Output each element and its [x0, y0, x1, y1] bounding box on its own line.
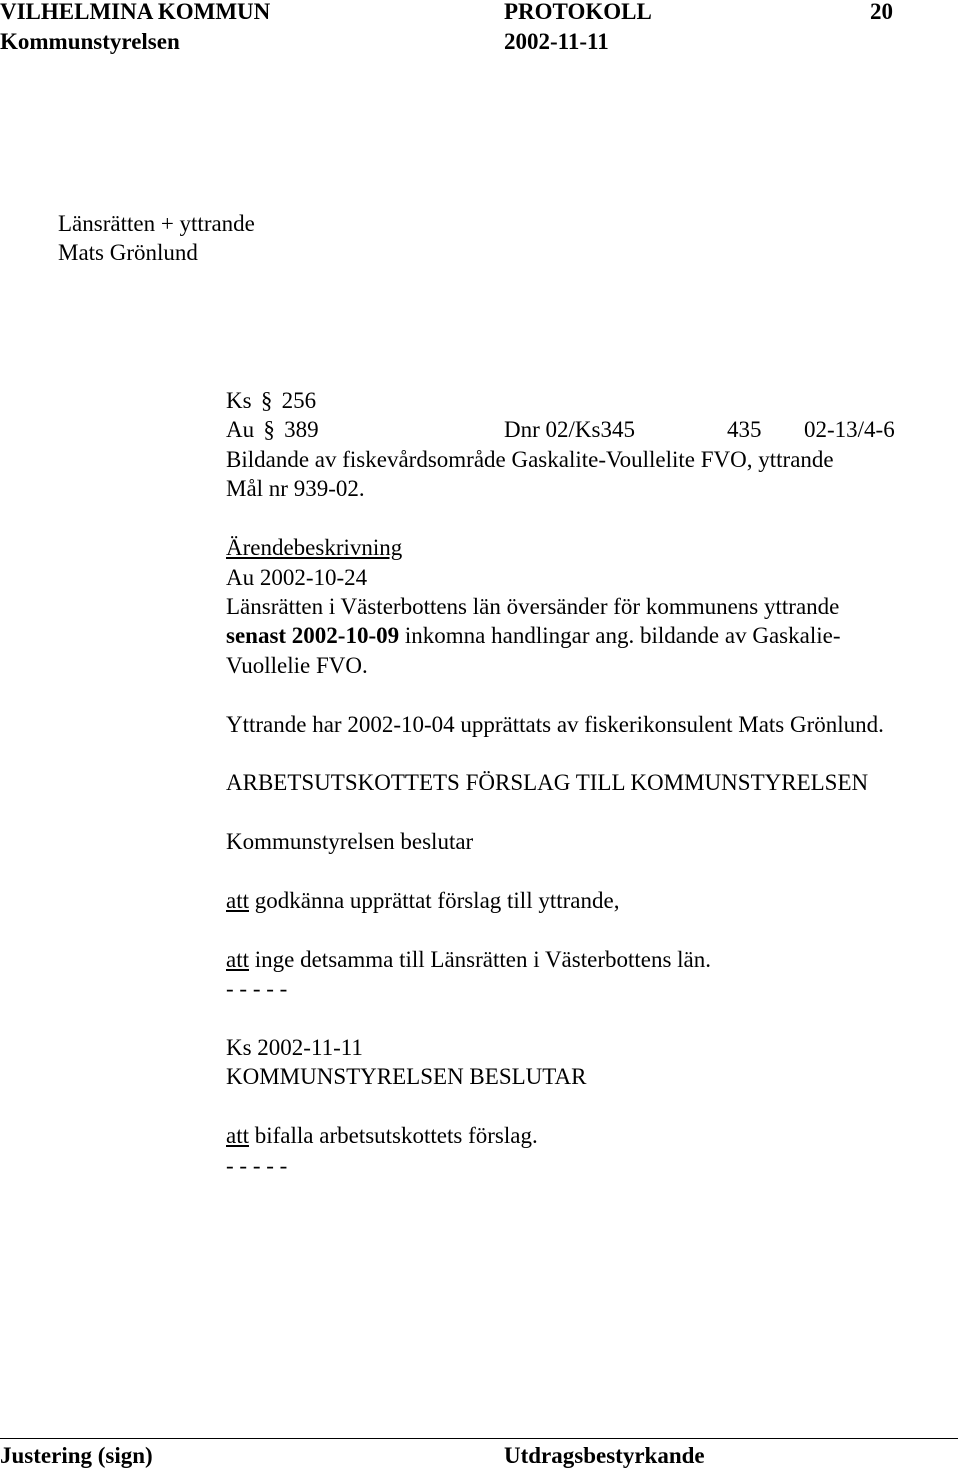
proposal-dashes: - - - - - [226, 976, 288, 1001]
description-p1-line1: Länsrätten i Västerbottens län översänder för kommunens yttrande [226, 594, 840, 619]
description-p1-line2-rest: inkomna handlingar ang. bildande av Gaskalie- [399, 623, 841, 648]
case-au-number: 389 [284, 417, 319, 442]
decision-item [226, 1121, 538, 1150]
footer-justering: Justering (sign) [0, 1443, 153, 1468]
case-title: Bildande av fiskevårdsområde Gaskalite-Voullelite FVO, yttrande [226, 447, 834, 472]
distribution-line-2: Mats Grönlund [58, 240, 198, 265]
proposal-item-2-text: inge detsamma till Länsrätten i Västerbottens län. [249, 947, 712, 972]
case-code: 435 [727, 417, 762, 442]
case-au-line [226, 415, 319, 444]
decision-item-text: bifalla arbetsutskottets förslag. [249, 1123, 538, 1148]
case-ks-label: Ks [226, 388, 252, 413]
section-sign-icon: § [263, 417, 275, 442]
case-dnr: Dnr 02/Ks345 [504, 417, 635, 442]
case-mal: Mål nr 939-02. [226, 476, 365, 501]
description-p2: Yttrande har 2002-10-04 upprättats av fiskerikonsulent Mats Grönlund. [226, 712, 884, 737]
section-sign-icon: § [260, 388, 273, 413]
proposal-heading: ARBETSUTSKOTTETS FÖRSLAG TILL KOMMUNSTYRELSEN [226, 770, 869, 795]
proposal-item-1-text: godkänna upprättat förslag till yttrande, [249, 888, 620, 913]
header-page-number: 20 [870, 0, 893, 24]
footer-divider [0, 1438, 958, 1439]
proposal-item-2 [226, 945, 711, 974]
description-deadline: senast 2002-10-09 [226, 623, 400, 648]
header-date: 2002-11-11 [504, 29, 609, 54]
decision-ks-date: Ks 2002-11-11 [226, 1035, 363, 1060]
header-doc-type: PROTOKOLL [504, 0, 652, 24]
header-municipality: VILHELMINA KOMMUN [0, 0, 271, 24]
description-heading: Ärendebeskrivning [226, 535, 403, 560]
case-ks-line [226, 386, 316, 415]
att-word: att [226, 1123, 249, 1148]
decision-dashes: - - - - - [226, 1153, 288, 1178]
case-ref: 02-13/4-6 [804, 417, 895, 442]
header-body: Kommunstyrelsen [0, 29, 180, 54]
proposal-item-1 [226, 886, 619, 915]
att-word: att [226, 947, 249, 972]
case-ks-number: 256 [281, 388, 317, 413]
decision-heading: KOMMUNSTYRELSEN BESLUTAR [226, 1064, 587, 1089]
footer-utdrag: Utdragsbestyrkande [504, 1443, 705, 1468]
case-au-label: Au [226, 417, 255, 442]
description-au-date: Au 2002-10-24 [226, 565, 368, 590]
proposal-intro: Kommunstyrelsen beslutar [226, 829, 474, 854]
description-p1-line2 [226, 621, 840, 650]
att-word: att [226, 888, 249, 913]
distribution-line-1: Länsrätten + yttrande [58, 211, 255, 236]
description-p1-line3: Vuollelie FVO. [226, 653, 368, 678]
